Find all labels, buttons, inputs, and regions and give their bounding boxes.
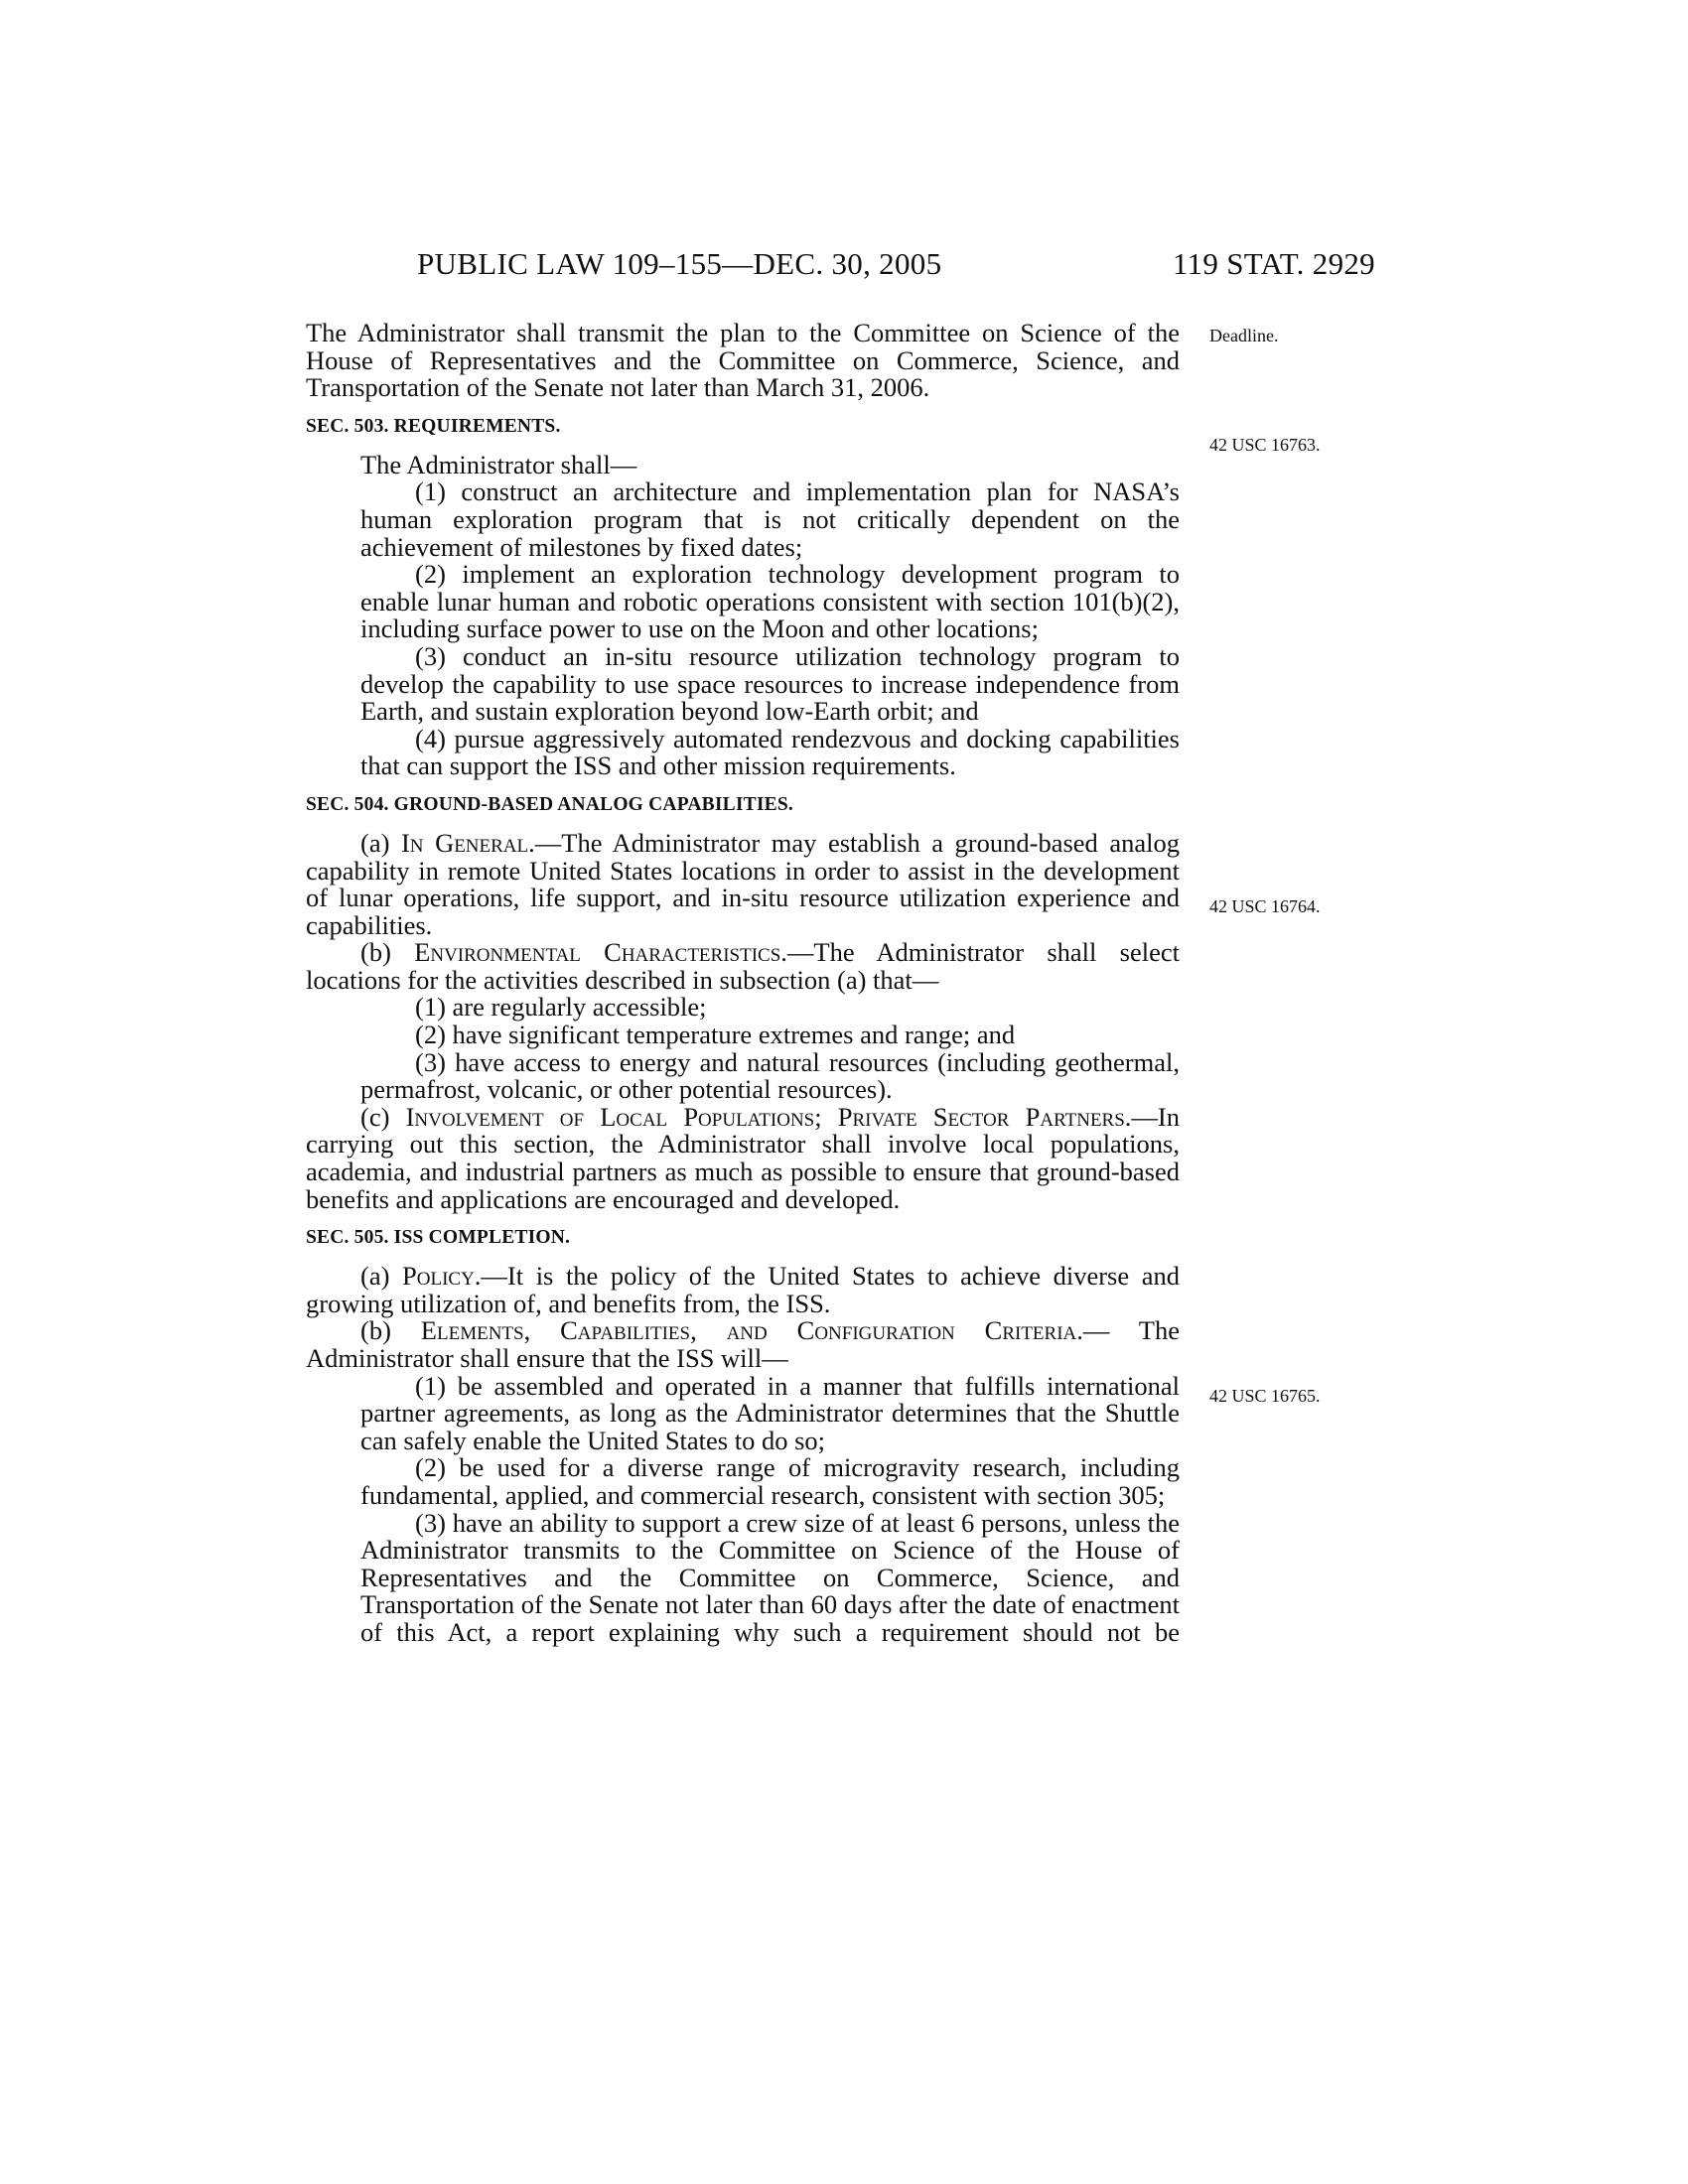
margin-note-usc-504: 42 USC 16764. [1209,896,1321,916]
section-504-b-item-1: (1) are regularly accessible; [415,992,707,1023]
statute-page-number: 119 STAT. 2929 [1172,246,1375,281]
subsection-label: (a) [360,1261,402,1292]
running-head: PUBLIC LAW 109–155—DEC. 30, 2005 [417,246,942,281]
subsection-caption: Environmental Characteristics [414,937,781,968]
subsection-label: (c) [360,1101,406,1132]
section-505-item-1: (1) be assembled and operated in a manner that fulfills international partner agreements, as long as the Administrator determines that the Shuttle can safely enable the United States to do so; [360,1370,1180,1455]
section-505-heading: SEC. 505. ISS COMPLETION. [306,1227,571,1249]
margin-note-deadline: Deadline. [1209,326,1279,345]
section-505-subsection-b [306,1317,1180,1372]
page-header [417,246,1375,286]
section-504-subsection-b [306,939,1180,994]
section-503-item-4: (4) pursue aggressively automated rendezvous and docking capabilities that can support the ISS and other mission requirements. [360,723,1180,781]
margin-note-usc-505: 42 USC 16765. [1209,1386,1321,1406]
section-504-b-item-3: (3) have access to energy and natural resources (including geothermal, permafrost, volcanic, or other potential resources). [360,1046,1180,1105]
subsection-text: .—The Administrator may establish a ground-based analog capability in remote United States locations in order to assist in the development of lunar operations, life support, and in-situ resource utilization experience and capabilities. [306,827,1180,940]
subsection-label: (a) [360,827,401,858]
subsection-label: (b) [360,1315,421,1346]
section-504-subsection-a [306,827,1180,940]
section-504-subsection-c [306,1101,1180,1214]
section-503-heading: SEC. 503. REQUIREMENTS. [306,415,561,437]
subsection-label: (b) [360,937,415,968]
subsection-text: .— The Administrator shall ensure that the ISS will— [306,1315,1180,1373]
subsection-caption: Policy [402,1261,475,1292]
subsection-text: .—It is the policy of the United States to achieve diverse and growing utilization of, and benefits from, the ISS. [306,1261,1180,1318]
section-504-heading: SEC. 504. GROUND-BASED ANALOG CAPABILITIES. [306,793,793,815]
section-504-b-item-2: (2) have significant temperature extremes and range; and [415,1020,1016,1050]
subsection-caption: Involvement of Local Populations; Private Sector Partners [405,1101,1125,1132]
subsection-text: .—In carrying out this section, the Administrator shall involve local populations, academia, and industrial partners as much as possible to ensure that ground-based benefits and applications are encouraged and developed. [306,1101,1180,1214]
subsection-text: .—The Administrator shall select locations for the activities described in subsection (a) that— [306,937,1180,995]
section-503-item-3: (3) conduct an in-situ resource utilization technology program to develop the capability to use space resources to increase independence from Earth, and sustain exploration beyond low-Earth orbit; and [360,640,1180,727]
subsection-caption: In General [400,827,529,858]
section-505-subsection-a [306,1263,1180,1317]
margin-note-usc-503: 42 USC 16763. [1209,435,1321,455]
section-503-item-1: (1) construct an architecture and implementation plan for NASA’s human exploration program that is not critically dependent on the achievement of milestones by fixed dates; [360,477,1180,562]
section-505-item-3: (3) have an ability to support a crew size of at least 6 persons, unless the Administrator transmits to the Committee on Science of the House of Representatives and the Committee on Commerce, Science, and Transportation of the Senate not later than 60 days after the date of enactment of this Act, a report explaining why such a requirement should not be [360,1507,1180,1647]
body-text [306,320,1180,1647]
section-505-item-2: (2) be used for a diverse range of microgravity research, including fundamental, applied, and commercial research, consistent with section 305; [360,1452,1180,1510]
section-503-item-2: (2) implement an exploration technology development program to enable lunar human and robotic operations consistent with section 101(b)(2), including surface power to use on the Moon and other locations; [360,559,1180,644]
intro-paragraph: The Administrator shall transmit the plan to the Committee on Science of the House of Representatives and the Committee on Commerce, Science, and Transportation of the Senate not later than March 31, 2006. [306,318,1180,403]
section-503-lead: The Administrator shall— [360,449,637,479]
subsection-caption: Elements, Capabilities, and Configuration Criteria [420,1315,1077,1346]
